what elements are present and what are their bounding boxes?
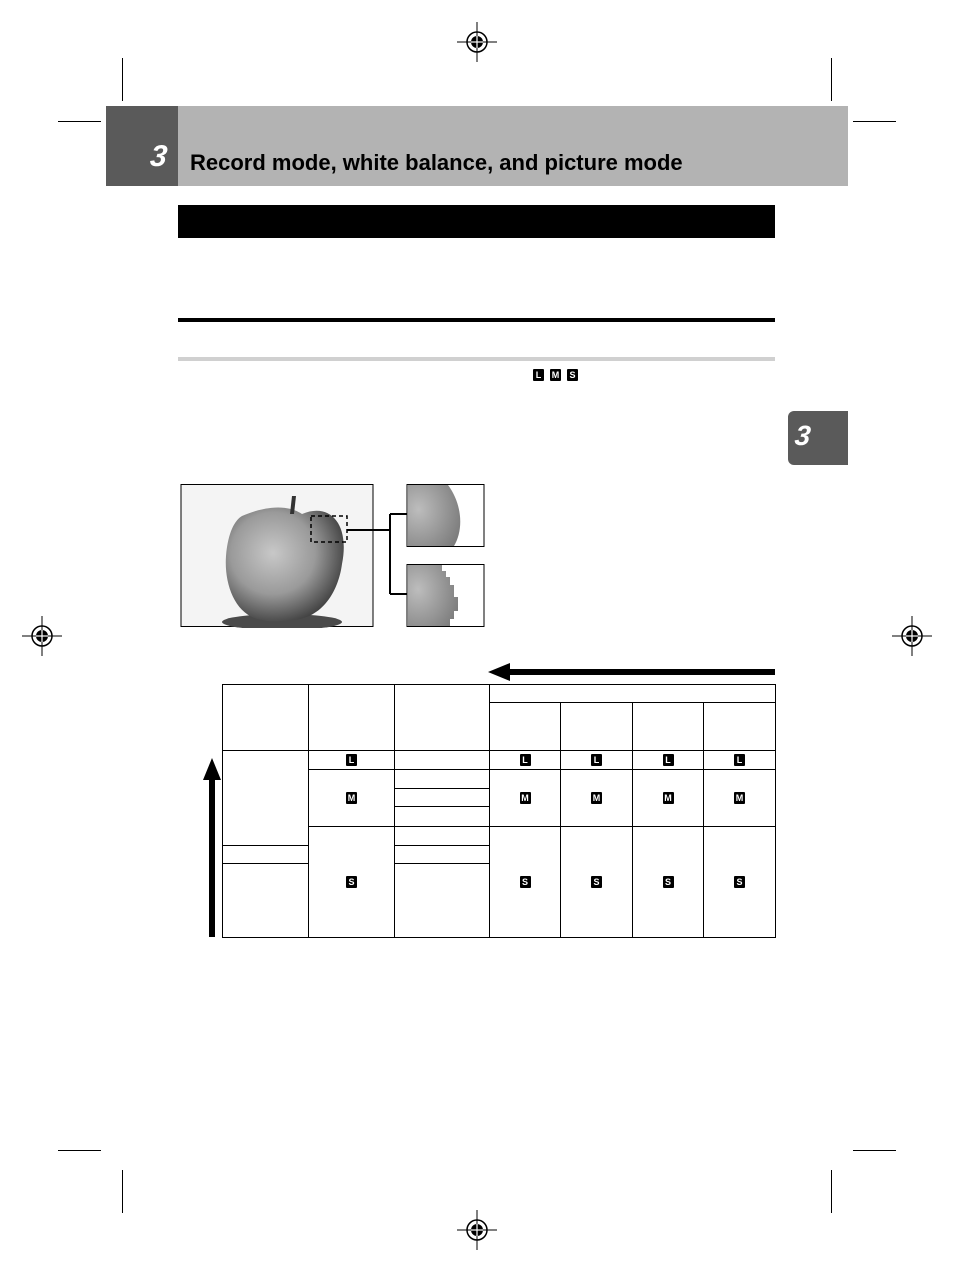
- table-header-cell: [633, 703, 704, 751]
- table-cell: [395, 789, 490, 807]
- chapter-number: 3: [148, 140, 169, 173]
- table-cell: [490, 751, 561, 770]
- table-cell: [223, 845, 309, 863]
- registration-mark-icon: [457, 1210, 497, 1250]
- table-cell: [395, 770, 490, 789]
- crop-mark: [58, 121, 101, 122]
- subsection-divider: [178, 357, 775, 361]
- crop-mark: [122, 1170, 123, 1213]
- arrow-left-icon: [488, 662, 776, 682]
- size-large-icon: L: [591, 754, 602, 766]
- arrow-up-icon: [202, 758, 222, 938]
- size-large-icon: L: [734, 754, 745, 766]
- size-medium-icon: M: [551, 370, 560, 380]
- section-heading-bar: [178, 205, 775, 238]
- table-cell: [490, 770, 561, 826]
- crop-mark: [853, 121, 896, 122]
- crop-mark: [58, 1150, 101, 1151]
- crop-mark: [831, 58, 832, 101]
- table-cell: [309, 826, 395, 938]
- table-cell: [490, 826, 561, 938]
- table-header-cell: [704, 703, 776, 751]
- table-cell: [395, 863, 490, 937]
- image-size-icons: [533, 369, 578, 381]
- section-divider: [178, 318, 775, 322]
- table-cell: [395, 807, 490, 826]
- table-cell: [633, 770, 704, 826]
- table-header-cell: [395, 685, 490, 751]
- table-cell: [395, 826, 490, 845]
- size-medium-icon: M: [664, 792, 672, 803]
- table-header-cell: [490, 703, 561, 751]
- table-cell: [561, 751, 633, 770]
- table-header-cell: [490, 685, 776, 703]
- table-cell: [561, 826, 633, 938]
- table-header-cell: [309, 685, 395, 751]
- size-large-icon: L: [663, 754, 674, 766]
- size-small-icon: S: [663, 876, 674, 888]
- table-header-cell: [561, 703, 633, 751]
- size-small-icon: S: [734, 876, 745, 888]
- table-cell: [309, 751, 395, 770]
- size-small-icon: S: [346, 876, 357, 888]
- size-large-icon: L: [346, 754, 357, 766]
- table-cell: [223, 863, 309, 937]
- table-cell: [395, 751, 490, 770]
- record-size-table: [222, 684, 776, 938]
- side-tab-number: 3: [793, 420, 813, 451]
- table-cell: [223, 751, 309, 845]
- table-cell: [309, 770, 395, 826]
- size-medium-icon: M: [592, 792, 601, 803]
- size-small-icon: S: [567, 369, 578, 381]
- crop-mark: [853, 1150, 896, 1151]
- size-medium-icon: M: [735, 792, 744, 803]
- crop-mark: [831, 1170, 832, 1213]
- registration-mark-icon: [22, 616, 62, 656]
- table-cell: [633, 751, 704, 770]
- size-large-icon: L: [533, 369, 544, 381]
- registration-mark-icon: [457, 22, 497, 62]
- crop-mark: [122, 58, 123, 101]
- size-large-icon: L: [520, 754, 531, 766]
- table-cell: [561, 770, 633, 826]
- registration-mark-icon: [892, 616, 932, 656]
- chapter-title: Record mode, white balance, and picture mode: [190, 150, 683, 175]
- table-header-cell: [223, 685, 309, 751]
- size-medium-icon: M: [347, 792, 356, 803]
- size-small-icon: S: [591, 876, 602, 888]
- table-cell: [704, 826, 776, 938]
- size-medium-icon: M: [521, 792, 529, 803]
- size-small-icon: S: [520, 876, 531, 888]
- table-cell: [704, 751, 776, 770]
- table-cell: [704, 770, 776, 826]
- table-cell: [633, 826, 704, 938]
- apple-illustration: [180, 484, 486, 628]
